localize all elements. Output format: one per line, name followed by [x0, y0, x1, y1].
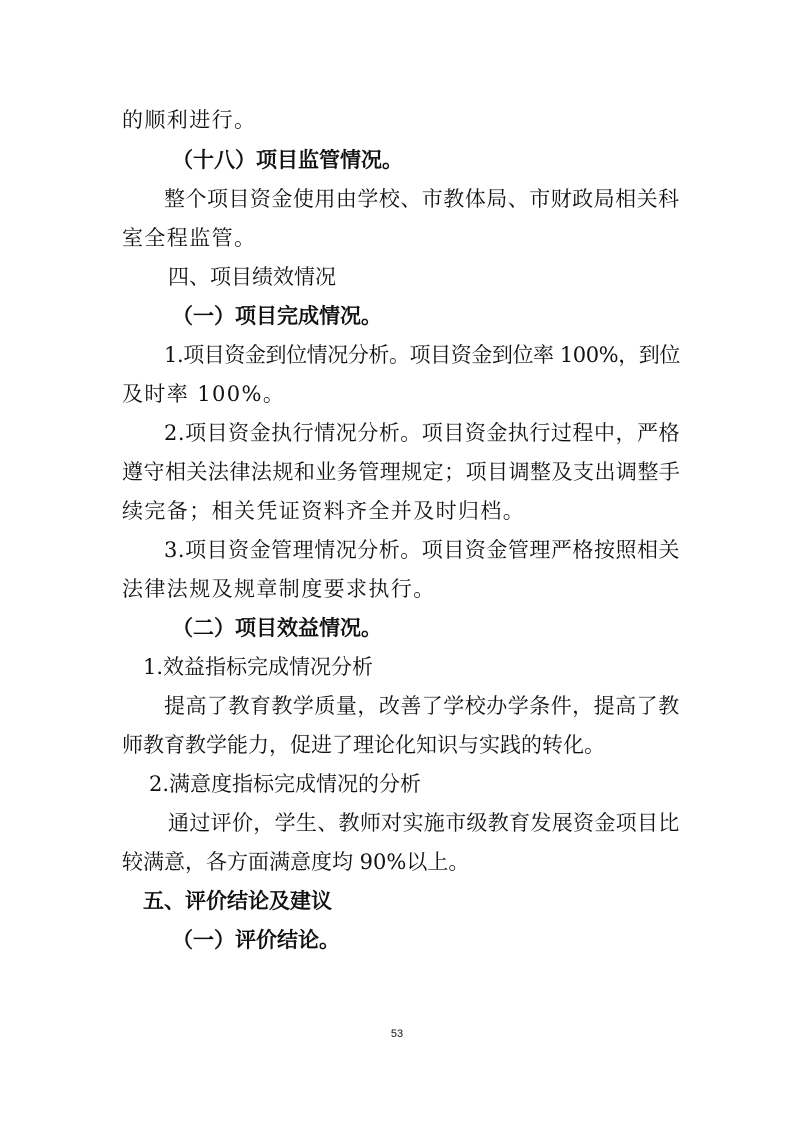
- paragraph-line: 3.项目资金管理情况分析。项目资金管理严格按照相关: [164, 538, 681, 562]
- paragraph-line: 整个项目资金使用由学校、市教体局、市财政局相关科: [164, 187, 680, 211]
- paragraph-line: 及时率 100%。: [122, 382, 286, 406]
- subsection-heading-project-supervision: （十八）项目监管情况。: [172, 148, 403, 172]
- section-heading-performance: 四、项目绩效情况: [168, 265, 336, 289]
- paragraph-line: 2.项目资金执行情况分析。项目资金执行过程中，严格: [164, 421, 681, 445]
- paragraph-line: 较满意，各方面满意度均 90%以上。: [122, 850, 470, 874]
- subsection-heading-benefits: （二）项目效益情况。: [172, 616, 382, 640]
- paragraph-line: 提高了教育教学质量，改善了学校办学条件，提高了教: [164, 694, 680, 718]
- section-heading-conclusion: 五、评价结论及建议: [143, 889, 332, 913]
- paragraph-line: 师教育教学能力，促进了理论化知识与实践的转化。: [122, 733, 605, 757]
- item-heading: 2.满意度指标完成情况的分析: [149, 772, 422, 796]
- paragraph-line: 通过评价，学生、教师对实施市级教育发展资金项目比: [168, 811, 680, 835]
- item-heading: 1.效益指标完成情况分析: [143, 655, 374, 679]
- paragraph-line: 续完备；相关凭证资料齐全并及时归档。: [122, 499, 526, 523]
- paragraph-continuation: 的顺利进行。: [122, 108, 257, 132]
- paragraph-line: 室全程监管。: [122, 226, 257, 250]
- page-number: 53: [390, 1028, 404, 1040]
- paragraph-line: 法律法规及规章制度要求执行。: [122, 577, 436, 601]
- paragraph-line: 遵守相关法律法规和业务管理规定；项目调整及支出调整手: [122, 460, 681, 484]
- paragraph-line: 1.项目资金到位情况分析。项目资金到位率 100%，到位: [164, 343, 680, 367]
- subsection-heading-completion: （一）项目完成情况。: [172, 304, 382, 328]
- subsection-heading-evaluation-conclusion: （一）评价结论。: [172, 928, 340, 952]
